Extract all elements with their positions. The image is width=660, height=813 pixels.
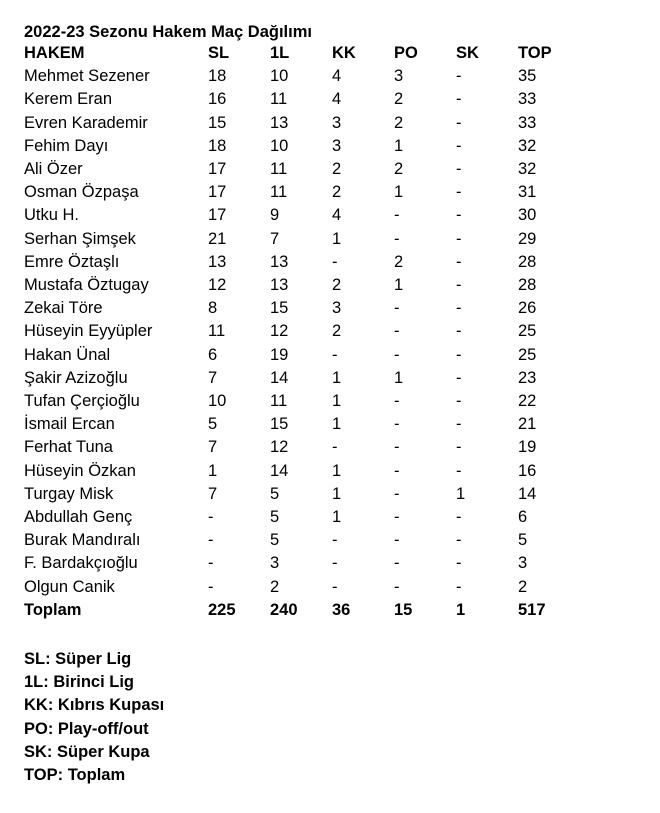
referee-name-cell: Fehim Dayı (24, 136, 109, 155)
sl-cell: 21 (208, 229, 227, 248)
po-cell: 2 (394, 160, 404, 179)
top-cell: 26 (518, 299, 537, 318)
1l-cell: 11 (270, 183, 288, 202)
kk-cell: 4 (332, 206, 342, 225)
top-cell: 30 (518, 206, 537, 225)
sl-cell: 13 (208, 252, 227, 271)
referee-name-cell: Mehmet Sezener (24, 67, 150, 86)
po-cell: - (394, 415, 400, 434)
referee-name-cell: Utku H. (24, 206, 80, 225)
legend-item: KK: Kıbrıs Kupası (24, 696, 165, 715)
sk-cell: - (456, 554, 462, 573)
po-cell: - (394, 461, 400, 480)
sk-cell: - (456, 136, 462, 155)
1l-cell: 5 (270, 508, 280, 527)
top-cell: 25 (518, 322, 537, 341)
sl-cell: - (208, 577, 214, 596)
sk-cell: - (456, 113, 462, 132)
total-1l-cell: 240 (270, 600, 298, 619)
referee-name-cell: Hüseyin Eyyüpler (24, 322, 153, 341)
table-row (22, 436, 578, 459)
table-row (22, 158, 578, 181)
top-cell: 33 (518, 90, 537, 109)
kk-cell: - (332, 554, 338, 573)
1l-cell: 5 (270, 484, 280, 503)
1l-cell: 9 (270, 206, 280, 225)
kk-cell: 3 (332, 299, 342, 318)
sk-cell: - (456, 229, 462, 248)
po-cell: - (394, 322, 400, 341)
1l-cell: 14 (270, 368, 289, 387)
sk-cell: - (456, 299, 462, 318)
kk-cell: 1 (332, 415, 342, 434)
sl-cell: 12 (208, 276, 227, 295)
po-cell: 1 (394, 183, 404, 202)
legend-item: 1L: Birinci Lig (24, 673, 135, 692)
referee-name-cell: Zekai Töre (24, 299, 103, 318)
referee-name-cell: Osman Özpaşa (24, 183, 139, 202)
total-sl-cell: 225 (208, 600, 236, 619)
kk-cell: - (332, 531, 338, 550)
1l-cell: 12 (270, 438, 289, 457)
1l-cell: 13 (270, 252, 289, 271)
1l-cell: 3 (270, 554, 280, 573)
kk-cell: 1 (332, 368, 342, 387)
sl-cell: - (208, 508, 214, 527)
kk-cell: 1 (332, 229, 342, 248)
sl-cell: 8 (208, 299, 218, 318)
1l-cell: 15 (270, 299, 289, 318)
sk-cell: - (456, 531, 462, 550)
table-body (22, 65, 578, 622)
po-cell: - (394, 392, 400, 411)
table-row (22, 204, 578, 227)
sl-cell: 17 (208, 183, 227, 202)
referee-name-cell: Olgun Canik (24, 577, 115, 596)
sk-cell: - (456, 90, 462, 109)
legend-item: TOP: Toplam (24, 765, 126, 784)
referee-name-cell: Abdullah Genç (24, 508, 133, 527)
kk-cell: 4 (332, 90, 342, 109)
header-top: TOP (518, 44, 552, 62)
1l-cell: 10 (270, 136, 289, 155)
referee-name-cell: Ali Özer (24, 160, 83, 179)
1l-cell: 11 (270, 90, 288, 109)
kk-cell: 2 (332, 183, 342, 202)
po-cell: 2 (394, 113, 404, 132)
referee-name-cell: Burak Mandıralı (24, 531, 141, 550)
kk-cell: - (332, 252, 338, 271)
sk-cell: - (456, 206, 462, 225)
po-cell: 2 (394, 90, 404, 109)
kk-cell: 1 (332, 484, 342, 503)
kk-cell: 3 (332, 136, 342, 155)
sk-cell: 1 (456, 484, 466, 503)
sl-cell: 7 (208, 368, 218, 387)
sk-cell: - (456, 577, 462, 596)
1l-cell: 15 (270, 415, 289, 434)
top-cell: 2 (518, 577, 528, 596)
1l-cell: 5 (270, 531, 280, 550)
top-cell: 35 (518, 67, 537, 86)
top-cell: 16 (518, 461, 537, 480)
sk-cell: - (456, 415, 462, 434)
sk-cell: - (456, 322, 462, 341)
sl-cell: - (208, 531, 214, 550)
table-row (22, 181, 578, 204)
total-row (22, 599, 578, 622)
sl-cell: 1 (208, 461, 218, 480)
table-row (22, 460, 578, 483)
table-row (22, 390, 578, 413)
total-top-cell: 517 (518, 600, 546, 619)
table-row (22, 576, 578, 599)
po-cell: - (394, 484, 400, 503)
abbreviation-legend (24, 648, 164, 787)
referee-name-cell: Hüseyin Özkan (24, 461, 136, 480)
table-row (22, 344, 578, 367)
top-cell: 14 (518, 484, 537, 503)
table-row (22, 88, 578, 111)
sk-cell: - (456, 461, 462, 480)
referee-stats-table (22, 42, 578, 622)
top-cell: 3 (518, 554, 528, 573)
1l-cell: 19 (270, 345, 289, 364)
po-cell: - (394, 577, 400, 596)
1l-cell: 12 (270, 322, 289, 341)
sl-cell: 15 (208, 113, 227, 132)
po-cell: - (394, 299, 400, 318)
po-cell: - (394, 508, 400, 527)
kk-cell: 4 (332, 67, 342, 86)
top-cell: 28 (518, 276, 537, 295)
sk-cell: - (456, 368, 462, 387)
sk-cell: - (456, 183, 462, 202)
referee-name-cell: Mustafa Öztugay (24, 276, 149, 295)
header-kk: KK (332, 44, 356, 62)
sl-cell: 17 (208, 160, 227, 179)
table-row (22, 320, 578, 343)
table-row (22, 367, 578, 390)
header-referee: HAKEM (24, 44, 85, 62)
po-cell: - (394, 438, 400, 457)
top-cell: 22 (518, 392, 537, 411)
total-referee-name-cell: Toplam (24, 600, 82, 619)
kk-cell: 1 (332, 392, 342, 411)
top-cell: 33 (518, 113, 537, 132)
1l-cell: 10 (270, 67, 289, 86)
header-sl: SL (208, 44, 230, 62)
table-row (22, 413, 578, 436)
sk-cell: - (456, 438, 462, 457)
referee-name-cell: Serhan Şimşek (24, 229, 136, 248)
table-row (22, 135, 578, 158)
top-cell: 32 (518, 136, 537, 155)
referee-name-cell: Ferhat Tuna (24, 438, 113, 457)
kk-cell: - (332, 438, 338, 457)
referee-name-cell: Emre Öztaşlı (24, 252, 120, 271)
top-cell: 23 (518, 368, 537, 387)
sk-cell: - (456, 392, 462, 411)
top-cell: 31 (518, 183, 537, 202)
sk-cell: - (456, 67, 462, 86)
1l-cell: 7 (270, 229, 280, 248)
header-po: PO (394, 44, 418, 62)
table-row (22, 506, 578, 529)
table-row (22, 274, 578, 297)
kk-cell: 2 (332, 160, 342, 179)
1l-cell: 2 (270, 577, 280, 596)
sl-cell: 10 (208, 392, 227, 411)
table-row (22, 65, 578, 88)
kk-cell: 2 (332, 322, 342, 341)
po-cell: 2 (394, 252, 404, 271)
table-row (22, 297, 578, 320)
po-cell: 1 (394, 368, 404, 387)
sk-cell: - (456, 345, 462, 364)
top-cell: 6 (518, 508, 528, 527)
legend-item: SL: Süper Lig (24, 650, 132, 668)
kk-cell: 3 (332, 113, 342, 132)
top-cell: 19 (518, 438, 537, 457)
total-sk-cell: 1 (456, 600, 466, 619)
table-row (22, 112, 578, 135)
sl-cell: 16 (208, 90, 227, 109)
table-row (22, 483, 578, 506)
top-cell: 32 (518, 160, 537, 179)
header-1l: 1L (270, 44, 290, 62)
sl-cell: 7 (208, 438, 218, 457)
legend-item: SK: Süper Kupa (24, 742, 150, 761)
sl-cell: 17 (208, 206, 227, 225)
top-cell: 21 (518, 415, 537, 434)
referee-name-cell: Şakir Azizoğlu (24, 368, 128, 387)
total-po-cell: 15 (394, 600, 413, 619)
document-title: 2022-23 Sezonu Hakem Maç Dağılımı (24, 23, 312, 41)
legend-item: PO: Play-off/out (24, 719, 149, 738)
referee-name-cell: Kerem Eran (24, 90, 113, 109)
sl-cell: 5 (208, 415, 218, 434)
sk-cell: - (456, 252, 462, 271)
table-row (22, 251, 578, 274)
1l-cell: 11 (270, 392, 288, 411)
po-cell: 3 (394, 67, 404, 86)
top-cell: 25 (518, 345, 537, 364)
top-cell: 5 (518, 531, 528, 550)
header-sk: SK (456, 44, 479, 62)
table-row (22, 552, 578, 575)
kk-cell: - (332, 345, 338, 364)
po-cell: - (394, 531, 400, 550)
referee-name-cell: F. Bardakçıoğlu (24, 554, 138, 573)
kk-cell: 2 (332, 276, 342, 295)
sl-cell: 11 (208, 322, 226, 341)
po-cell: - (394, 206, 400, 225)
sk-cell: - (456, 508, 462, 527)
po-cell: 1 (394, 276, 404, 295)
sl-cell: - (208, 554, 214, 573)
po-cell: 1 (394, 136, 404, 155)
referee-name-cell: Evren Karademir (24, 113, 148, 132)
top-cell: 28 (518, 252, 537, 271)
sk-cell: - (456, 276, 462, 295)
po-cell: - (394, 554, 400, 573)
table-header-row (22, 42, 578, 65)
top-cell: 29 (518, 229, 537, 248)
referee-name-cell: Turgay Misk (24, 484, 114, 503)
referee-name-cell: Hakan Ünal (24, 345, 111, 364)
sl-cell: 6 (208, 345, 218, 364)
sl-cell: 18 (208, 67, 227, 86)
sl-cell: 7 (208, 484, 218, 503)
1l-cell: 13 (270, 113, 289, 132)
1l-cell: 11 (270, 160, 288, 179)
sk-cell: - (456, 160, 462, 179)
1l-cell: 13 (270, 276, 289, 295)
total-kk-cell: 36 (332, 600, 351, 619)
1l-cell: 14 (270, 461, 289, 480)
table-row (22, 529, 578, 552)
kk-cell: - (332, 577, 338, 596)
po-cell: - (394, 229, 400, 248)
sl-cell: 18 (208, 136, 227, 155)
kk-cell: 1 (332, 508, 342, 527)
po-cell: - (394, 345, 400, 364)
table-row (22, 228, 578, 251)
kk-cell: 1 (332, 461, 342, 480)
referee-name-cell: Tufan Çerçioğlu (24, 392, 140, 411)
referee-name-cell: İsmail Ercan (24, 415, 115, 434)
